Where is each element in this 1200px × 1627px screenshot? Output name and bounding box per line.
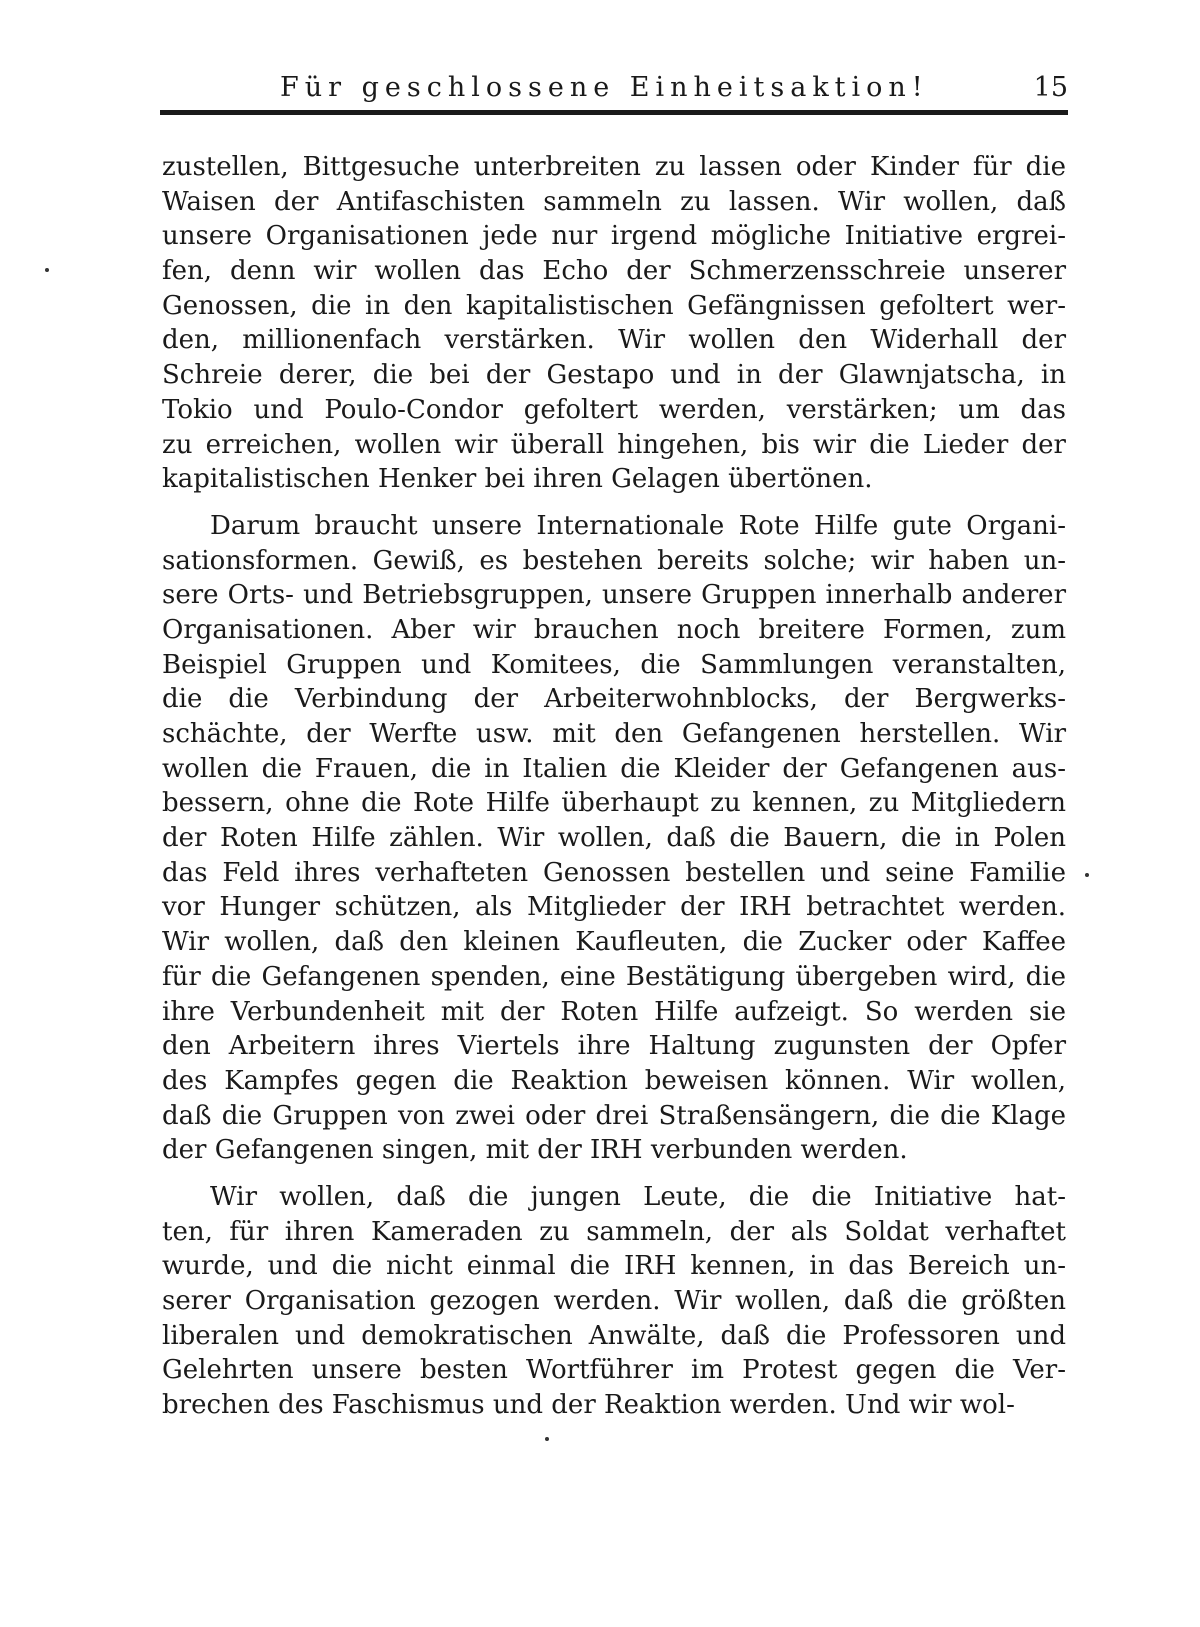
paragraph [162, 150, 1066, 497]
body-text [162, 150, 1066, 1423]
running-header [160, 72, 1068, 112]
text-line: Wir wollen, daß die jungen Leute, die die Initiative hat- [210, 1181, 1066, 1212]
text-line: Schreie derer, die bei der Gestapo und in der Glawnjatscha, in [162, 360, 1066, 391]
text-line: fen, denn wir wollen das Echo der Schmerzensschreie unserer [162, 256, 1066, 287]
text-line: brechen des Faschismus und der Reaktion werden. Und wir wol- [162, 1390, 1015, 1421]
text-line: zu erreichen, wollen wir überall hingehen, bis wir die Lieder der [162, 429, 1066, 460]
text-line: liberalen und demokratischen Anwälte, daß die Professoren und [162, 1320, 1066, 1351]
text-line: kapitalistischen Henker bei ihren Gelagen übertönen. [162, 464, 873, 495]
text-line: bessern, ohne die Rote Hilfe überhaupt zu kennen, zu Mitgliedern [162, 788, 1066, 819]
paragraph [162, 509, 1066, 1168]
text-line: daß die Gruppen von zwei oder drei Straßensängern, die die Klage [162, 1100, 1066, 1131]
text-line: schächte, der Werfte usw. mit den Gefangenen herstellen. Wir [162, 719, 1066, 749]
text-line: des Kampfes gegen die Reaktion beweisen können. Wir wollen, [162, 1065, 1066, 1096]
text-line: Darum braucht unsere Internationale Rote Hilfe gute Organi- [210, 510, 1066, 541]
header-rule [160, 110, 1068, 115]
text-line: Genossen, die in den kapitalistischen Gefängnissen gefoltert wer- [162, 290, 1066, 321]
text-line: ten, für ihren Kameraden zu sammeln, der als Soldat verhaftet [162, 1216, 1066, 1247]
text-line: Waisen der Antifaschisten sammeln zu lassen. Wir wollen, daß [162, 186, 1066, 217]
text-line: Gelehrten unsere besten Wortführer im Protest gegen die Ver- [162, 1355, 1066, 1386]
text-line: vor Hunger schützen, als Mitglieder der IRH betrachtet werden. [162, 892, 1066, 923]
text-line: sere Orts- und Betriebsgruppen, unsere Gruppen innerhalb anderer [162, 580, 1066, 611]
text-line: das Feld ihres verhafteten Genossen bestellen und seine Familie [162, 857, 1066, 888]
text-line: unsere Organisationen jede nur irgend mögliche Initiative ergrei- [162, 221, 1066, 252]
text-line: Beispiel Gruppen und Komitees, die Sammlungen veranstalten, [162, 649, 1066, 680]
text-line: Tokio und Poulo-Condor gefoltert werden, verstärken; um das [162, 394, 1066, 425]
running-title: Für geschlossene Einheitsaktion! [280, 72, 929, 103]
print-speck [545, 1437, 549, 1441]
text-line: die die Verbindung der Arbeiterwohnblocks, der Bergwerks- [162, 684, 1066, 715]
text-line: zustellen, Bittgesuche unterbreiten zu lassen oder Kinder für die [162, 152, 1066, 182]
text-line: wollen die Frauen, die in Italien die Kleider der Gefangenen aus- [162, 753, 1066, 784]
page-number: 15 [1033, 72, 1068, 103]
text-line: Wir wollen, daß den kleinen Kaufleuten, die Zucker oder Kaffee [162, 927, 1066, 958]
text-line: den, millionenfach verstärken. Wir wollen den Widerhall der [162, 325, 1066, 356]
text-line: für die Gefangenen spenden, eine Bestätigung übergeben wird, die [162, 961, 1066, 992]
paragraph [162, 1180, 1066, 1423]
text-line: den Arbeitern ihres Viertels ihre Haltung zugunsten der Opfer [162, 1031, 1066, 1062]
text-line: wurde, und die nicht einmal die IRH kennen, in das Bereich un- [162, 1251, 1066, 1282]
print-speck [45, 268, 49, 272]
text-line: der Gefangenen singen, mit der IRH verbunden werden. [162, 1135, 908, 1166]
text-line: sationsformen. Gewiß, es bestehen bereits solche; wir haben un- [162, 545, 1066, 576]
text-line: serer Organisation gezogen werden. Wir wollen, daß die größten [162, 1286, 1066, 1316]
text-line: Organisationen. Aber wir brauchen noch breitere Formen, zum [162, 614, 1066, 645]
text-line: ihre Verbundenheit mit der Roten Hilfe aufzeigt. So werden sie [162, 996, 1066, 1027]
text-line: der Roten Hilfe zählen. Wir wollen, daß die Bauern, die in Polen [162, 823, 1066, 854]
print-speck [1085, 873, 1089, 877]
